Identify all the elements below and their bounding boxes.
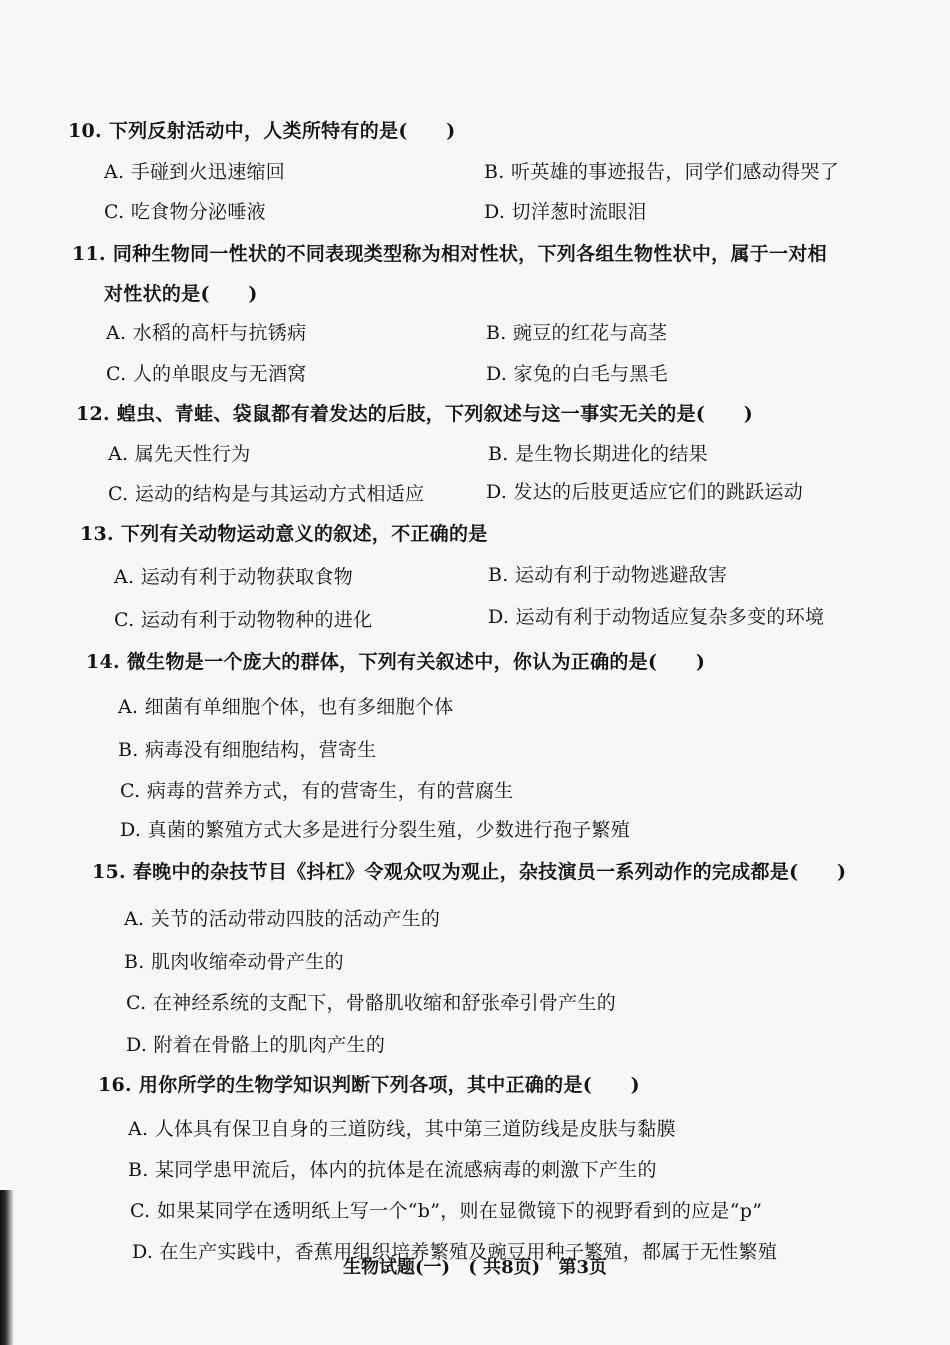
question-11-stem-continued: 对性状的是( ) [104,283,258,305]
question-15-option-c: C. 在神经系统的支配下，骨骼肌收缩和舒张牵引骨产生的 [126,992,617,1014]
question-13-option-a: A. 运动有利于动物获取食物 [114,566,354,588]
question-10-option-c: C. 吃食物分泌唾液 [104,201,266,223]
question-10-option-a: A. 手碰到火迅速缩回 [104,161,286,183]
footer-page-number: 第3页 [558,1257,607,1278]
question-11-option-b: B. 豌豆的红花与高茎 [486,322,668,344]
question-13-option-d: D. 运动有利于动物适应复杂多变的环境 [488,606,825,628]
question-13-option-c: C. 运动有利于动物物种的进化 [114,609,373,631]
question-14-stem: 14. 微生物是一个庞大的群体，下列有关叙述中，你认为正确的是( ) [86,651,706,673]
question-14-option-d: D. 真菌的繁殖方式大多是进行分裂生殖，少数进行孢子繁殖 [120,819,631,841]
question-15-option-b: B. 肌肉收缩牵动骨产生的 [124,951,344,973]
question-14-option-c: C. 病毒的营养方式，有的营寄生，有的营腐生 [120,780,514,802]
question-16-stem: 16. 用你所学的生物学知识判断下列各项，其中正确的是( ) [98,1074,640,1096]
question-11-option-a: A. 水稻的高杆与抗锈病 [106,322,307,344]
question-11-option-d: D. 家兔的白毛与黑毛 [486,363,668,385]
question-12-option-d: D. 发达的后肢更适应它们的跳跃运动 [486,481,804,503]
question-12-option-b: B. 是生物长期进化的结果 [488,443,708,465]
question-10-stem: 10. 下列反射活动中，人类所特有的是( ) [68,120,456,142]
question-16-option-c: C. 如果某同学在透明纸上写一个“b”，则在显微镜下的视野看到的应是“p” [130,1200,763,1222]
question-12-option-c: C. 运动的结构是与其运动方式相适应 [108,483,425,505]
question-16-option-b: B. 某同学患甲流后，体内的抗体是在流感病毒的刺激下产生的 [128,1159,657,1181]
question-15-option-a: A. 关节的活动带动四肢的活动产生的 [124,908,441,930]
question-15-stem: 15. 春晚中的杂技节目《抖杠》令观众叹为观止，杂技演员一系列动作的完成都是( ) [92,861,847,883]
footer-total-pages: ( 共8页) [468,1257,541,1278]
question-12-stem: 12. 蝗虫、青蛙、袋鼠都有着发达的后肢，下列叙述与这一事实无关的是( ) [76,403,754,425]
question-11-option-c: C. 人的单眼皮与无酒窝 [106,363,307,385]
question-10-option-b: B. 听英雄的事迹报告，同学们感动得哭了 [484,161,840,183]
question-16-option-d: D. 在生产实践中，香蕉用组织培养繁殖及豌豆用种子繁殖，都属于无性繁殖 [132,1241,778,1263]
question-11-stem: 11. 同种生物同一性状的不同表现类型称为相对性状，下列各组生物性状中，属于一对相 [72,243,827,265]
question-13-option-b: B. 运动有利于动物逃避敌害 [488,564,728,586]
question-15-option-d: D. 附着在骨骼上的肌肉产生的 [126,1034,386,1056]
footer-title: 生物试题(一) [343,1257,451,1278]
page-footer [0,1253,950,1279]
question-14-option-a: A. 细菌有单细胞个体，也有多细胞个体 [118,696,454,718]
question-10-option-d: D. 切洋葱时流眼泪 [484,201,647,223]
question-14-option-b: B. 病毒没有细胞结构，营寄生 [118,739,377,761]
question-16-option-a: A. 人体具有保卫自身的三道防线，其中第三道防线是皮肤与黏膜 [128,1118,676,1140]
question-12-option-a: A. 属先天性行为 [108,443,251,465]
question-13-stem: 13. 下列有关动物运动意义的叙述，不正确的是 [80,523,488,545]
